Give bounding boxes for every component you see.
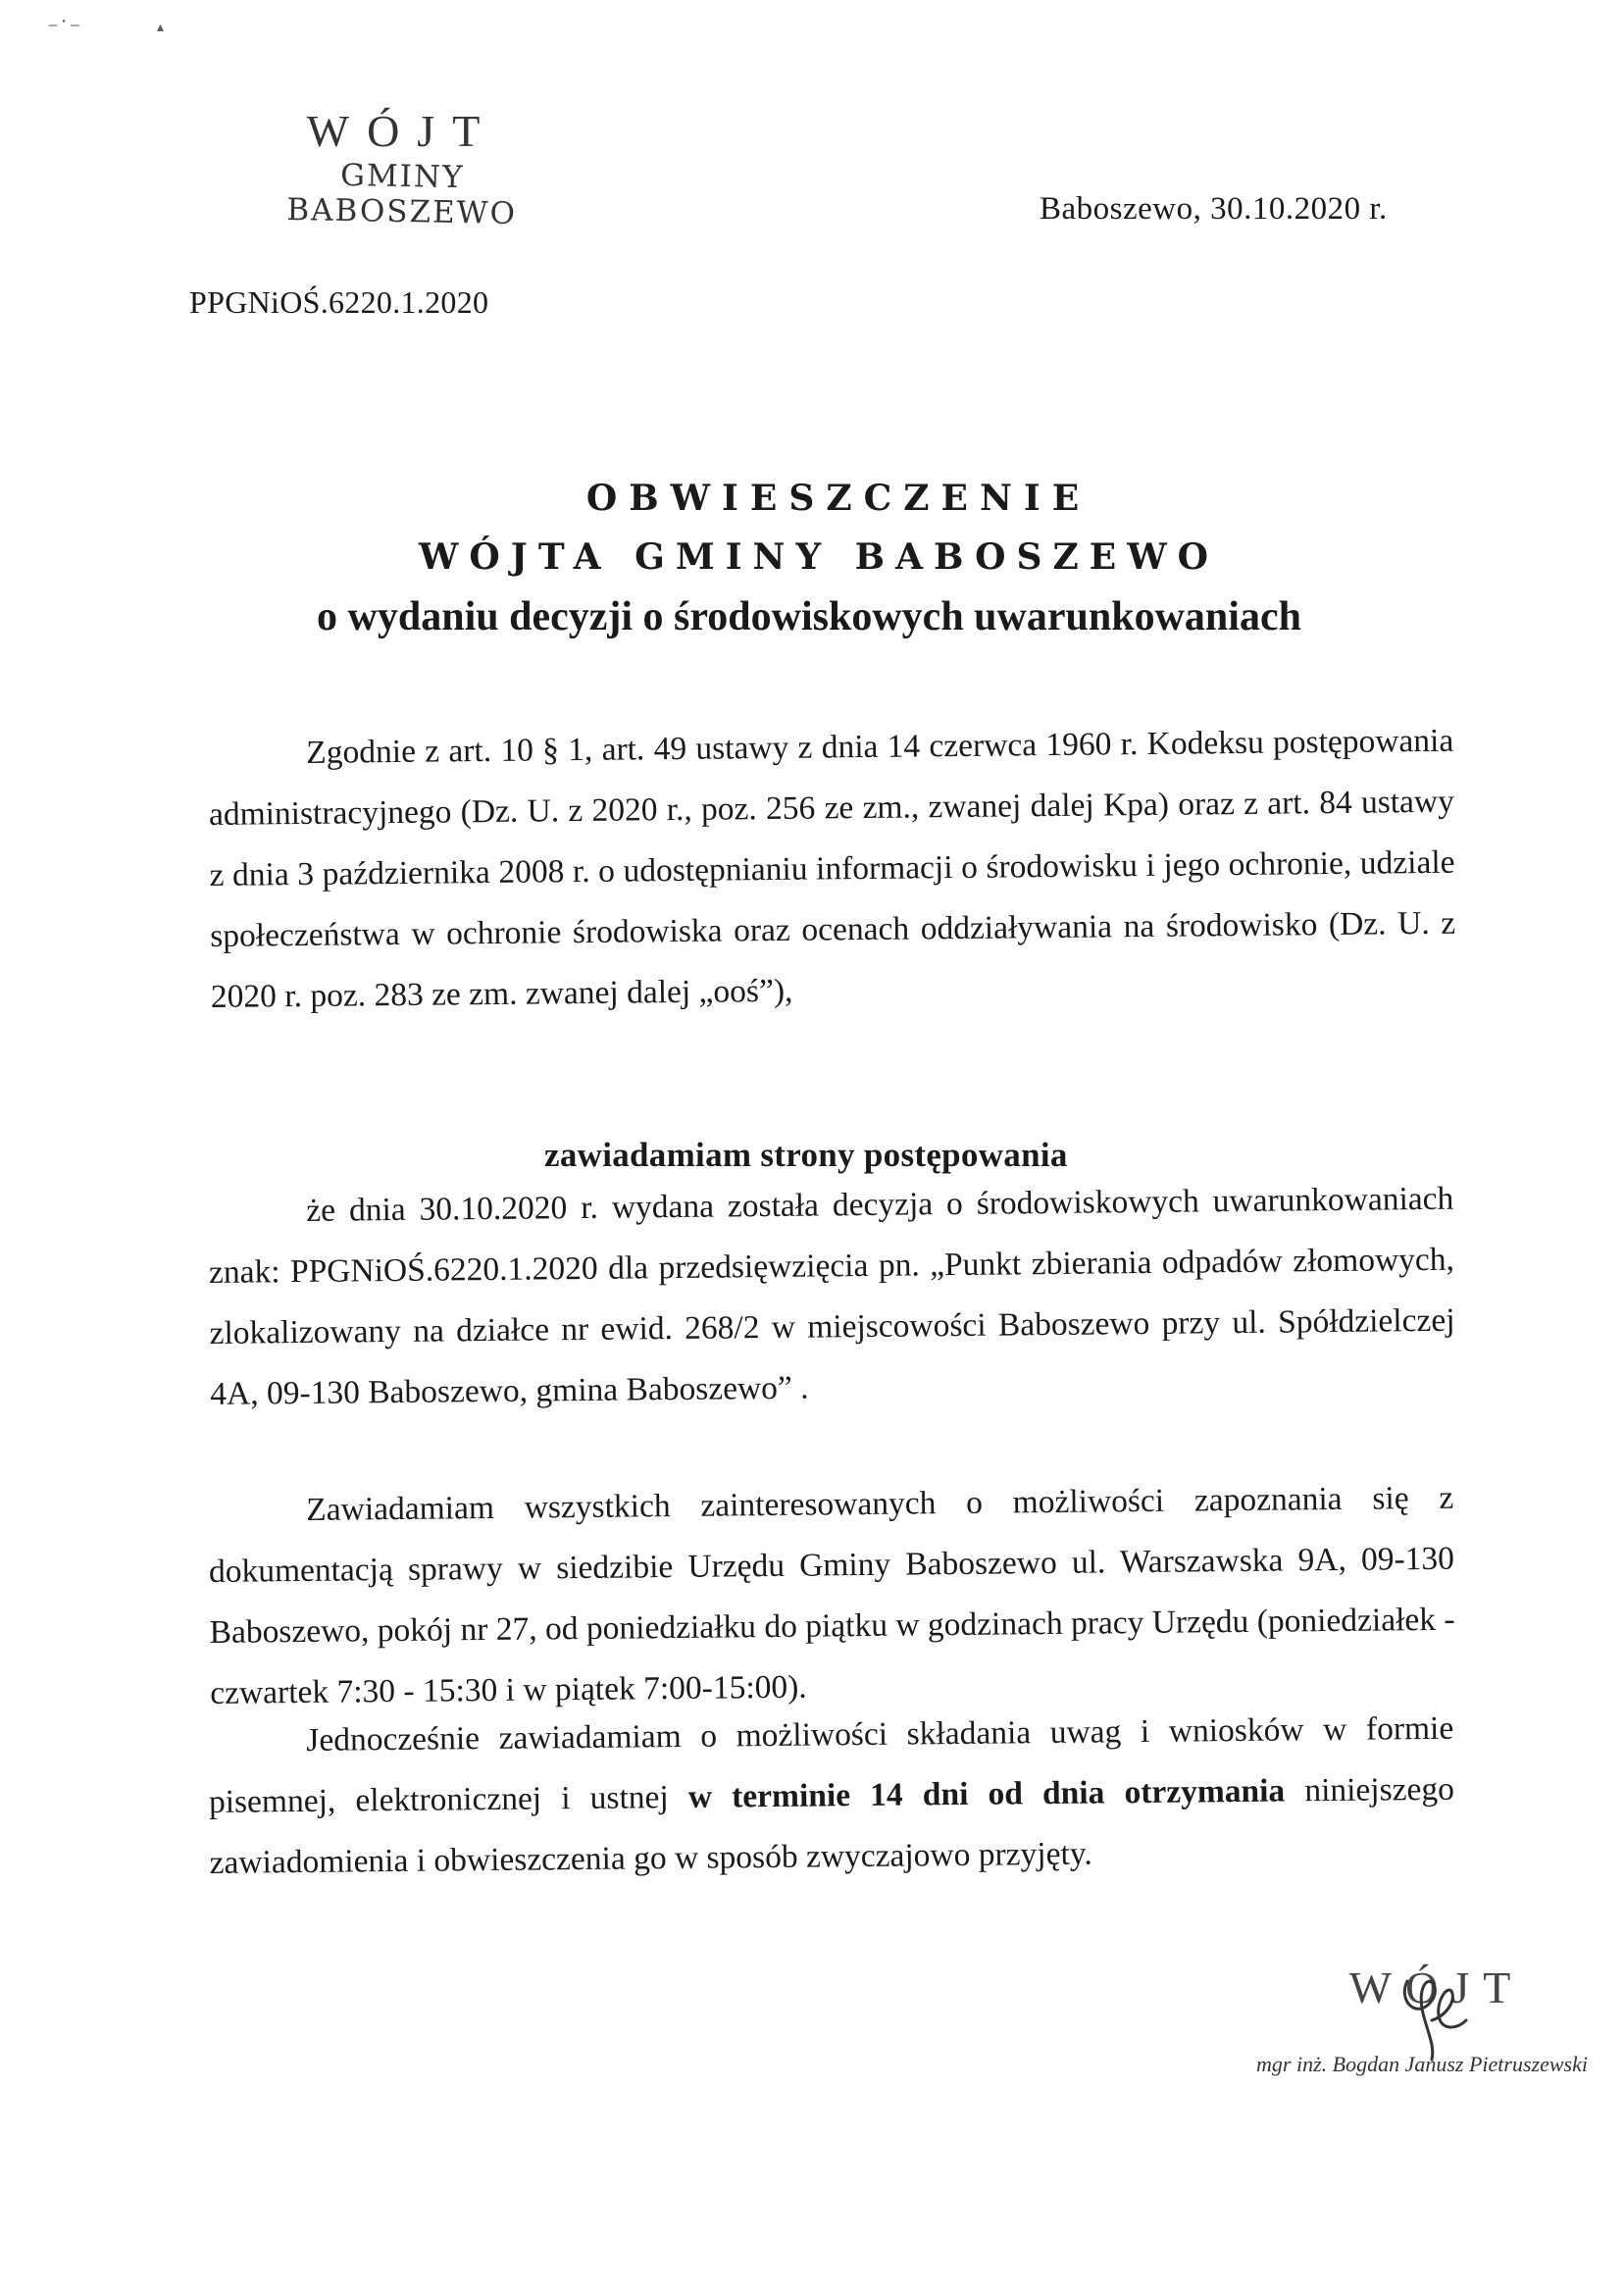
section-heading: zawiadamiam strony postępowania: [544, 1136, 1068, 1174]
stamp-title: WÓJT: [306, 106, 498, 156]
title-line-1: OBWIESZCZENIE: [585, 478, 1091, 519]
remarks-text-2: niniejszego zawiadomienia i obwieszczenia go w sposób zwyczajowo przyjęty.: [209, 1770, 1455, 1881]
remarks-deadline: w terminie 14 dni od dnia otrzymania: [687, 1772, 1286, 1815]
title-line-3: o wydaniu decyzji o środowiskowych uwarunkowaniach: [317, 594, 1301, 639]
signature-title: WÓJT: [1348, 1962, 1525, 2013]
signatory-name: mgr inż. Bogdan Janusz Pietruszewski: [1256, 2052, 1588, 2076]
remarks-text-1: Jednocześnie zawiadamiam o możliwości składania uwag i wniosków w formie pisemnej, elektronicznej i ustnej: [208, 1709, 1454, 1820]
remarks-paragraph: [208, 1699, 1455, 1894]
scan-speck: ▴: [157, 20, 165, 35]
scan-speck: ⁻˙⁻: [47, 18, 81, 42]
info-paragraph: Zawiadamiam wszystkich zainteresowanych o możliwości zapoznania się z dokumentacją sprawy w siedzibie Urzędu Gminy Baboszewo ul. Warszawska 9A, 09-130 Baboszewo, pokój nr 27, od poniedziałku do piątku w godzinach pracy Urzędu (poniedziałek - czwartek 7:30 - 15:30 i w piątek 7:00-15:00).: [208, 1479, 1455, 1711]
signature-block: [1231, 1962, 1603, 2076]
decision-paragraph: że dnia 30.10.2020 r. wydana została decyzja o środowiskowych uwarunkowaniach znak: PPGNiOŚ.6220.1.2020 dla przedsięwzięcia pn. „Punkt zbierania odpadów złomowych, zlokalizowany na działce nr ewid. 268/2 w miejscowości Baboszewo przy ul. Spółdzielczej 4A, 09-130 Baboszewo, gmina Baboszewo” .: [208, 1180, 1455, 1412]
place-date: Baboszewo, 30.10.2020 r.: [1040, 191, 1388, 227]
reference-number: PPGNiOŚ.6220.1.2020: [189, 284, 489, 320]
office-stamp: [226, 106, 579, 232]
title-line-2: WÓJTA GMINY BABOSZEWO: [419, 536, 1219, 578]
notice-title: [196, 469, 1412, 647]
intro-paragraph: Zgodnie z art. 10 § 1, art. 49 ustawy z dnia 14 czerwca 1960 r. Kodeksu postępowania administracyjnego (Dz. U. z 2020 r., poz. 256 ze zm., zwanej dalej Kpa) oraz z art. 84 ustawy z dnia 3 października 2008 r. o udostępnianiu informacji o środowisku i jego ochronie, udziale społeczeństwa w ochronie środowiska oraz ocenach oddziaływania na środowisko (Dz. U. z 2020 r. poz. 283 ze zm. zwanej dalej „ooś”),: [208, 722, 1456, 1015]
stamp-subtitle: GMINY BABOSZEWO: [286, 157, 518, 232]
